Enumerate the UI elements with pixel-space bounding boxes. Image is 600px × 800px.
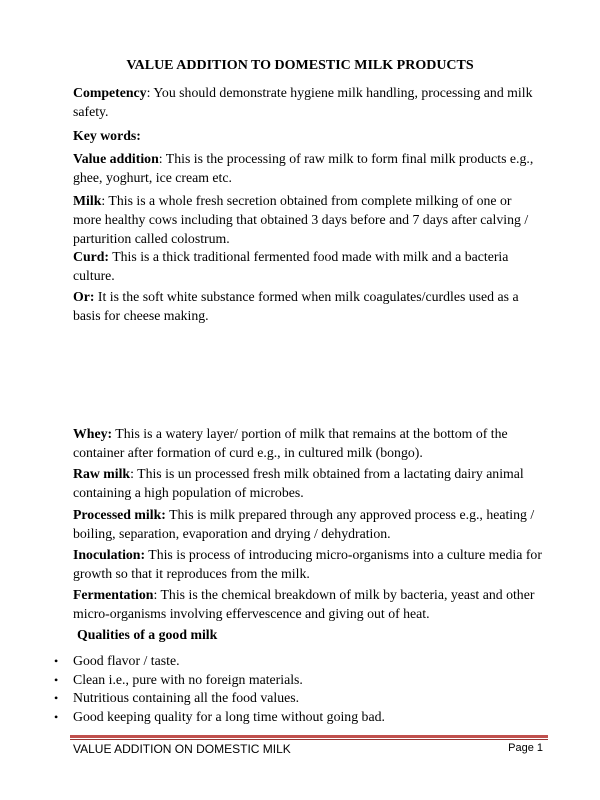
bullet-icon: • <box>54 672 59 687</box>
definition-term: Processed milk: <box>73 507 166 522</box>
page-title: VALUE ADDITION TO DOMESTIC MILK PRODUCTS <box>126 58 474 73</box>
definition-term: Raw milk <box>73 466 131 481</box>
bullet-icon: • <box>54 709 59 724</box>
definition-text: : This is the chemical breakdown of milk by bacteria, yeast and other micro-organisms involving effervescence and giving out of heat. <box>73 587 535 621</box>
list-item <box>52 652 552 671</box>
definition-text: : This is the processing of raw milk to form final milk products e.g., ghee, yoghurt, ice cream etc. <box>73 151 534 185</box>
list-item <box>52 671 552 690</box>
definition-text: : This is a whole fresh secretion obtained from complete milking of one or more healthy cows including that obtained 3 days before and 7 days after calving / parturition called colostrum. <box>73 193 529 246</box>
definition-text: This is a watery layer/ portion of milk that remains at the bottom of the container after formation of curd e.g., in cultured milk (bongo). <box>73 426 508 460</box>
definition-term: Curd: <box>73 249 110 264</box>
list-item <box>52 708 552 727</box>
bullet-icon: • <box>54 654 59 668</box>
footer-divider-thin <box>70 739 548 740</box>
definition-milk <box>73 191 543 248</box>
list-item-text: Clean i.e., pure with no foreign materials. <box>73 671 303 687</box>
definition-term: Whey: <box>73 426 113 441</box>
definition-text: It is the soft white substance formed when milk coagulates/curdles used as a basis for cheese making. <box>73 289 519 323</box>
definition-text: : This is un processed fresh milk obtained from a lactating dairy animal containing a high population of microbes. <box>73 466 524 500</box>
list-item-text: Good keeping quality for a long time without going bad. <box>73 708 385 724</box>
definition-text: This is process of introducing micro-organisms into a culture media for growth so that it reproduces from the milk. <box>73 547 542 581</box>
keywords-heading-text: Key words: <box>73 128 141 143</box>
qualities-list <box>52 652 552 726</box>
definition-term: Milk <box>73 193 102 208</box>
definition-inoculation <box>73 545 543 583</box>
competency-label: Competency <box>73 85 147 100</box>
definition-term: Inoculation: <box>73 547 146 562</box>
definition-raw-milk <box>73 464 543 502</box>
definition-term: Fermentation <box>73 587 154 602</box>
bullet-icon: • <box>54 691 59 705</box>
definition-term: Or: <box>73 289 95 304</box>
competency-paragraph <box>73 83 543 121</box>
competency-text: : You should demonstrate hygiene milk handling, processing and milk safety. <box>73 85 533 119</box>
definition-term: Value addition <box>73 151 159 166</box>
list-item-text: Nutritious containing all the food values. <box>73 690 300 705</box>
definition-text: This is a thick traditional fermented food made with milk and a bacteria culture. <box>73 249 509 283</box>
list-item <box>52 689 552 708</box>
definition-value-addition <box>73 149 543 187</box>
list-item-text: Good flavor / taste. <box>73 653 180 668</box>
definition-processed-milk <box>73 505 543 543</box>
definition-fermentation <box>73 585 543 623</box>
footer-title: VALUE ADDITION ON DOMESTIC MILK <box>73 742 291 756</box>
qualities-heading: Qualities of a good milk <box>77 627 218 642</box>
definition-whey <box>73 424 543 462</box>
definition-or <box>73 287 543 325</box>
keywords-heading <box>73 126 543 145</box>
definition-text: This is milk prepared through any approved process e.g., heating / boiling, separation, evaporation and drying / dehydration. <box>73 507 535 541</box>
page-number: Page 1 <box>508 742 543 754</box>
definition-curd <box>73 247 543 285</box>
